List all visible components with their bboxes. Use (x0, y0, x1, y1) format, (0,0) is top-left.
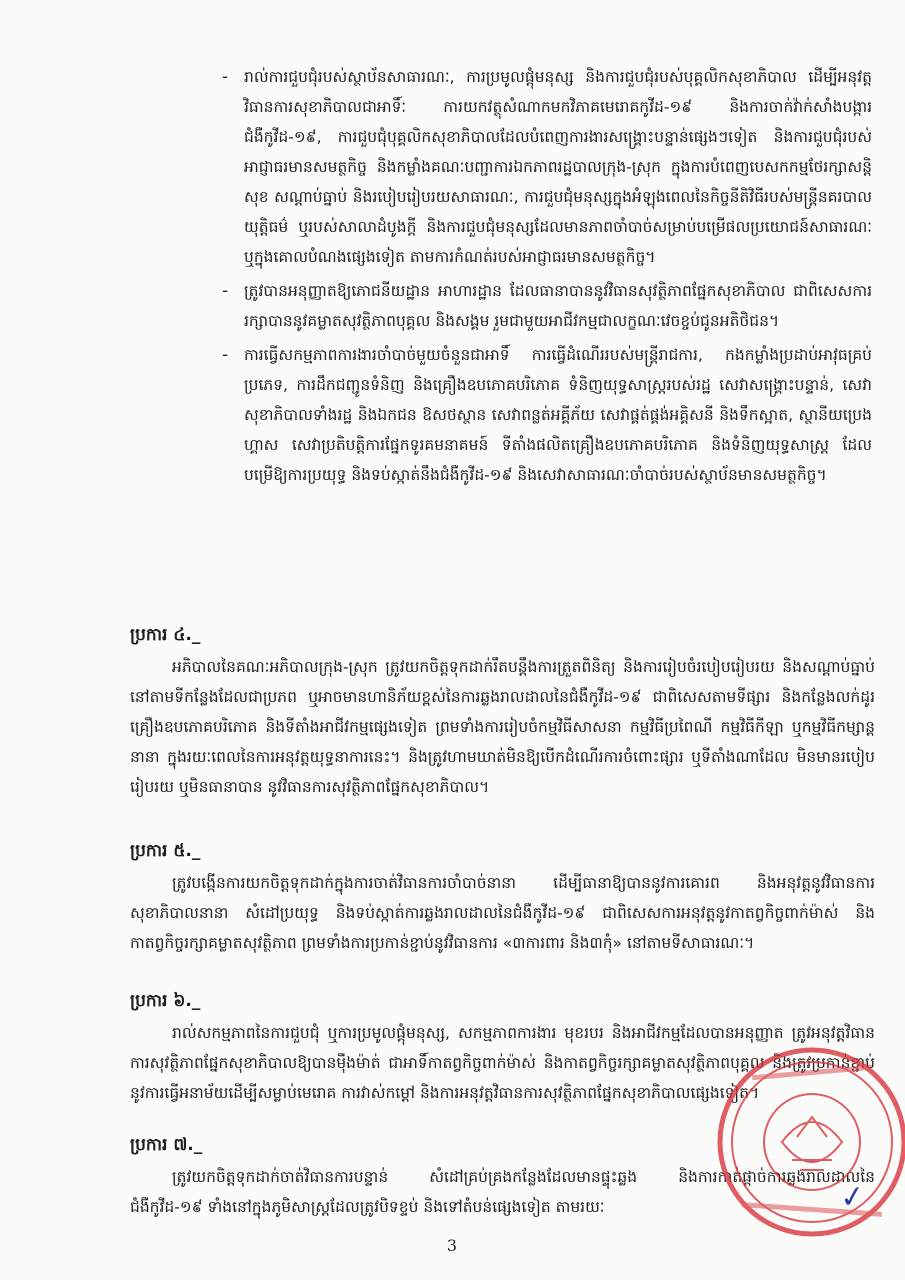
article-4-text: អភិបាលនៃគណៈអភិបាលក្រុង-ស្រុក ត្រូវយកចិត្តទុកដាក់រឹតបន្តឹងការត្រួតពិនិត្យ និងការរៀបចំរបៀបរៀបរយ និងសណ្តាប់ធ្នាប់នៅតាមទីកន្លែងដែលជាប្រភព ឬអាចមានហានិភ័យខ្ពស់នៃការឆ្លងរាលដាលនៃជំងឺកូវីដ-១៩ ជាពិសេសតាមទីផ្សារ និងកន្លែងលក់ដូរគ្រឿងឧបភោគបរិភោគ និងទីតាំងអាជីវកម្មផ្សេងទៀត ព្រមទាំងការរៀបចំកម្មវិធីសាសនា កម្មវិធីប្រពៃណី កម្មវិធីកីឡា ឬកម្មវិធីកម្សាន្តនានា ក្នុងរយៈពេលនៃការអនុវត្តយុទ្ធនាការនេះ។ និងត្រូវហាមឃាត់មិនឱ្យបើកដំណើរការចំពោះផ្សារ ឬទីតាំងណាដែល មិនមានរបៀបរៀបរយ ឬមិនធានាបាន នូវវិធានការសុវត្ថិភាពផ្នែកសុខាភិបាល។ (130, 658, 875, 796)
bullet-item: - រាល់ការជួបជុំរបស់ស្ថាប័នសាធារណៈ, ការប្រមូលផ្តុំមនុស្ស និងការជួបជុំរបស់បុគ្គលិកសុខាភិបាល ដើម្បីអនុវត្តវិធានការសុខាភិបាលជាអាទិ៍ៈ ការយកវត្ថុសំណាកមកវិភាគមេរោគកូវីដ-១៩ និងការចាក់វ៉ាក់សាំងបង្ការជំងឺកូវីដ-១៩, ការជួបជុំបុគ្គលិកសុខាភិបាលដែលបំពេញការងារសង្គ្រោះបន្ទាន់ផ្សេងៗទៀត និងការជួបជុំរបស់អាជ្ញាធរមានសមត្ថកិច្ច និងកម្លាំងគណៈបញ្ជាការឯកភាពរដ្ឋបាលក្រុង-ស្រុក ក្នុងការបំពេញបេសកកម្មថែរក្សាសន្តិសុខ សណ្តាប់ធ្នាប់ និងរបៀបរៀបរយសាធារណៈ, ការជួបជុំមនុស្សក្នុងអំឡុងពេលនៃកិច្ចនីតិវិធីរបស់មន្ត្រីនគរបាលយុត្តិធម៌ ឬរបស់សាលាដំបូងក្តី និងការជួបជុំមនុស្សដែលមានភាពចាំបាច់សម្រាប់បម្រើផលប្រយោជន៍សាធារណៈ ឬក្នុងគោលបំណងផ្សេងទៀត តាមការកំណត់របស់អាជ្ញាធរមានសមត្ថកិច្ច។ (222, 62, 872, 272)
page-number: 3 (446, 1236, 458, 1255)
bullet-text: រាល់ការជួបជុំរបស់ស្ថាប័នសាធារណៈ, ការប្រមូលផ្តុំមនុស្ស និងការជួបជុំរបស់បុគ្គលិកសុខាភិបាល ដើម្បីអនុវត្តវិធានការសុខាភិបាលជាអាទិ៍ៈ ការយកវត្ថុសំណាកមកវិភាគមេរោគកូវីដ-១៩ និងការចាក់វ៉ាក់សាំងបង្ការជំងឺកូវីដ-១៩, ការជួបជុំបុគ្គលិកសុខាភិបាលដែលបំពេញការងារសង្គ្រោះបន្ទាន់ផ្សេងៗទៀត និងការជួបជុំរបស់អាជ្ញាធរមានសមត្ថកិច្ច និងកម្លាំងគណៈបញ្ជាការឯកភាពរដ្ឋបាលក្រុង-ស្រុក ក្នុងការបំពេញបេសកកម្មថែរក្សាសន្តិសុខ សណ្តាប់ធ្នាប់ និងរបៀបរៀបរយសាធារណៈ, ការជួបជុំមនុស្សក្នុងអំឡុងពេលនៃកិច្ចនីតិវិធីរបស់មន្ត្រីនគរបាលយុត្តិធម៌ ឬរបស់សាលាដំបូងក្តី និងការជួបជុំមនុស្សដែលមានភាពចាំបាច់សម្រាប់បម្រើផលប្រយោជន៍សាធារណៈ ឬក្នុងគោលបំណងផ្សេងទៀត តាមការកំណត់របស់អាជ្ញាធរមានសមត្ថកិច្ច។ (244, 68, 872, 266)
official-seal-stamp (712, 1042, 905, 1242)
article-4-heading: ប្រការ ៤._ (130, 625, 201, 645)
bullet-text: ការធ្វើសកម្មភាពការងារចាំបាច់មួយចំនួនជាអាទិ៍ ការធ្វើដំណើររបស់មន្ត្រីរាជការ, កងកម្លាំងប្រដាប់អាវុធគ្រប់ប្រភេទ, ការដឹកជញ្ជូនទំនិញ និងគ្រឿងឧបភោគបរិភោគ ទំនិញយុទ្ធសាស្ត្ររបស់រដ្ឋ សេវាសង្គ្រោះបន្ទាន់, សេវាសុខាភិបាលទាំងរដ្ឋ និងឯកជន ឱសថស្ថាន សេវាពន្លត់អគ្គីភ័យ សេវាផ្គត់ផ្គង់អគ្គិសនី និងទឹកស្អាត, ស្ថានីយប្រេង ហ្គាស សេវាប្រតិបត្តិការផ្នែកទូរគមនាគមន៍ ទីតាំងផលិតគ្រឿងឧបភោគបរិភោគ និងទំនិញយុទ្ធសាស្ត្រ ដែលបម្រើឱ្យការប្រយុទ្ធ និងទប់ស្កាត់នឹងជំងឺកូវីដ-១៩ និងសេវាសាធារណៈចាំបាច់របស់ស្ថាប័នមានសមត្ថកិច្ច។ (244, 346, 872, 484)
article-5-text: ត្រូវបង្កើនការយកចិត្តទុកដាក់ក្នុងការចាត់វិធានការចាំបាច់នានា ដើម្បីធានាឱ្យបាននូវការគោរព និងអនុវត្តនូវវិធានការសុខាភិបាលនានា សំដៅប្រយុទ្ធ និងទប់ស្កាត់ការឆ្លងរាលដាលនៃជំងឺកូវីដ-១៩ ជាពិសេសការអនុវត្តនូវកាតព្វកិច្ចពាក់ម៉ាស់ និងកាតព្វកិច្ចរក្សាគម្លាតសុវត្ថិភាព ព្រមទាំងការប្រកាន់ខ្ជាប់នូវវិធានការ «៣ការពារ និង៣កុំ» នៅតាមទីសាធារណៈ។ (130, 874, 875, 952)
article-6-text: រាល់សកម្មភាពនៃការជួបជុំ ឬការប្រមូលផ្តុំមនុស្ស, សកម្មភាពការងារ មុខរបរ និងអាជីវកម្មដែលបានអនុញ្ញាត ត្រូវអនុវត្តវិធានការសុវត្ថិភាពផ្នែកសុខាភិបាលឱ្យបានម៉ឺងម៉ាត់ ជាអាទិ៍កាតព្វកិច្ចពាក់ម៉ាស់ និងកាតព្វកិច្ចរក្សាគម្លាតសុវត្ថិភាពបុគ្គល និងត្រូវប្រកាន់ខ្ជាប់នូវការធ្វើអនាម័យដើម្បីសម្លាប់មេរោគ ការវាស់កម្តៅ និងការអនុវត្តវិធានការសុវត្ថិភាពផ្នែកសុខាភិបាលផ្សេងទៀត។ (130, 1024, 875, 1102)
bullet-item: - ការធ្វើសកម្មភាពការងារចាំបាច់មួយចំនួនជាអាទិ៍ ការធ្វើដំណើររបស់មន្ត្រីរាជការ, កងកម្លាំងប្រដាប់អាវុធគ្រប់ប្រភេទ, ការដឹកជញ្ជូនទំនិញ និងគ្រឿងឧបភោគបរិភោគ ទំនិញយុទ្ធសាស្ត្ររបស់រដ្ឋ សេវាសង្គ្រោះបន្ទាន់, សេវាសុខាភិបាលទាំងរដ្ឋ និងឯកជន ឱសថស្ថាន សេវាពន្លត់អគ្គីភ័យ សេវាផ្គត់ផ្គង់អគ្គិសនី និងទឹកស្អាត, ស្ថានីយប្រេង ហ្គាស សេវាប្រតិបត្តិការផ្នែកទូរគមនាគមន៍ ទីតាំងផលិតគ្រឿងឧបភោគបរិភោគ និងទំនិញយុទ្ធសាស្ត្រ ដែលបម្រើឱ្យការប្រយុទ្ធ និងទប់ស្កាត់នឹងជំងឺកូវីដ-១៩ និងសេវាសាធារណៈចាំបាច់របស់ស្ថាប័នមានសមត្ថកិច្ច។ (222, 340, 872, 490)
article-6-heading: ប្រការ ៦._ (130, 991, 201, 1011)
article-7-heading: ប្រការ ៧._ (130, 1135, 203, 1155)
article-7-text: ត្រូវយកចិត្តទុកដាក់ចាត់វិធានការបន្ទាន់ សំដៅគ្រប់គ្រងកន្លែងដែលមានផ្ទុះឆ្លង និងការកាត់ផ្តាច់ការឆ្លងរាលដាលនៃជំងឺកូវីដ-១៩ ទាំងនៅក្នុងភូមិសាស្ត្រដែលត្រូវបិទខ្ទប់ និងទៅតំបន់ផ្សេងទៀត តាមរយៈ (130, 1168, 875, 1216)
bullet-item: - ត្រូវបានអនុញ្ញាតឱ្យភោជនីយដ្ឋាន អាហារដ្ឋាន ដែលធានាបាននូវវិធានសុវត្ថិភាពផ្នែកសុខាភិបាល ជាពិសេសការរក្សាបាននូវគម្លាតសុវត្ថិភាពបុគ្គល និងសង្គម រួមជាមួយអាជីវកម្មជាលក្ខណៈវេចខ្ចប់ជូនអតិថិជន។ (222, 276, 872, 336)
bullet-list (222, 62, 872, 494)
bullet-text: ត្រូវបានអនុញ្ញាតឱ្យភោជនីយដ្ឋាន អាហារដ្ឋាន ដែលធានាបាននូវវិធានសុវត្ថិភាពផ្នែកសុខាភិបាល ជាពិសេសការរក្សាបាននូវគម្លាតសុវត្ថិភាពបុគ្គល និងសង្គម រួមជាមួយអាជីវកម្មជាលក្ខណៈវេចខ្ចប់ជូនអតិថិជន។ (244, 282, 872, 330)
signature-mark: ✓ (837, 1178, 868, 1217)
article-5-heading: ប្រការ ៥._ (130, 841, 201, 861)
